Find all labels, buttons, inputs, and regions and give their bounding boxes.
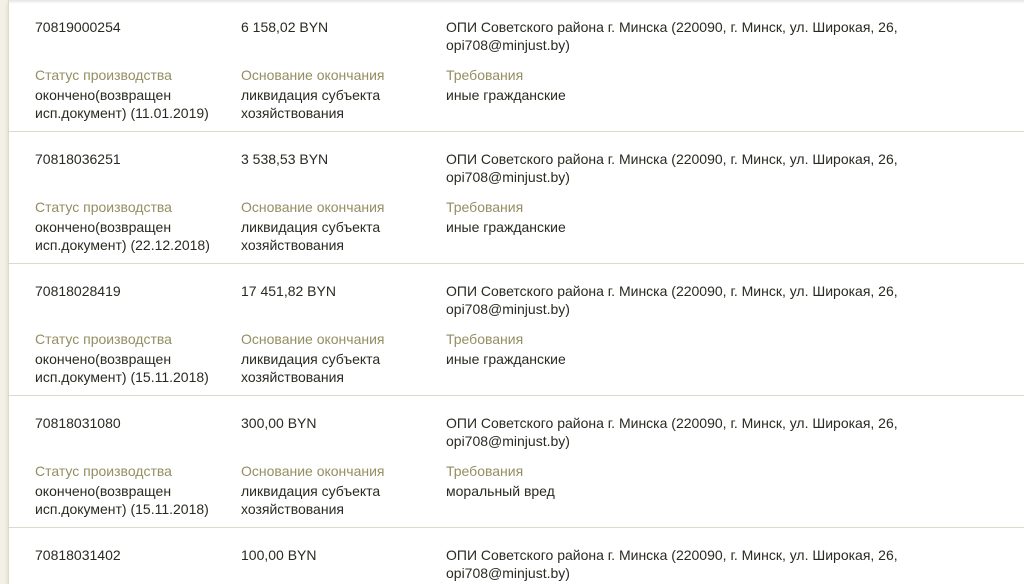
debt-amount: 3 538,53 BYN	[241, 151, 329, 167]
debt-amount: 300,00 BYN	[241, 415, 317, 431]
claims-label: Требования	[446, 463, 524, 479]
case-number: 70819000254	[35, 19, 121, 35]
claims-value: иные гражданские	[446, 219, 566, 235]
claims-value: иные гражданские	[446, 87, 566, 103]
record-row	[9, 132, 1024, 264]
claims-label: Требования	[446, 331, 524, 347]
case-number: 70818031080	[35, 415, 121, 431]
enforcement-office: ОПИ Советского района г. Минска (220090, г. Минск, ул. Широкая, 26, opi708@minjust.by)	[446, 151, 898, 185]
status-label: Статус производства	[35, 67, 172, 83]
case-number: 70818031402	[35, 547, 121, 563]
reason-value: ликвидация субъекта хозяйствования	[241, 351, 381, 385]
enforcement-office: ОПИ Советского района г. Минска (220090, г. Минск, ул. Широкая, 26, opi708@minjust.by)	[446, 415, 898, 449]
case-number: 70818036251	[35, 151, 121, 167]
record-row	[9, 528, 1024, 584]
reason-label: Основание окончания	[241, 67, 385, 83]
enforcement-office: ОПИ Советского района г. Минска (220090, г. Минск, ул. Широкая, 26, opi708@minjust.by)	[446, 547, 898, 581]
status-value: окончено(возвращен исп.документ) (22.12.2018)	[35, 219, 210, 253]
reason-value: ликвидация субъекта хозяйствования	[241, 483, 381, 517]
status-label: Статус производства	[35, 331, 172, 347]
status-label: Статус производства	[35, 199, 172, 215]
reason-label: Основание окончания	[241, 199, 385, 215]
reason-value: ликвидация субъекта хозяйствования	[241, 87, 381, 121]
claims-value: иные гражданские	[446, 351, 566, 367]
status-label: Статус производства	[35, 463, 172, 479]
claims-label: Требования	[446, 67, 524, 83]
reason-value: ликвидация субъекта хозяйствования	[241, 219, 381, 253]
enforcement-office: ОПИ Советского района г. Минска (220090, г. Минск, ул. Широкая, 26, opi708@minjust.by)	[446, 283, 898, 317]
record-row	[9, 0, 1024, 132]
debt-amount: 6 158,02 BYN	[241, 19, 329, 35]
reason-label: Основание окончания	[241, 331, 385, 347]
status-value: окончено(возвращен исп.документ) (15.11.2018)	[35, 483, 209, 517]
enforcement-records-list	[8, 0, 1024, 584]
case-number: 70818028419	[35, 283, 121, 299]
record-row	[9, 396, 1024, 528]
debt-amount: 100,00 BYN	[241, 547, 317, 563]
claims-value: моральный вред	[446, 483, 555, 499]
debt-amount: 17 451,82 BYN	[241, 283, 336, 299]
claims-label: Требования	[446, 199, 524, 215]
record-row	[9, 264, 1024, 396]
status-value: окончено(возвращен исп.документ) (15.11.2018)	[35, 351, 209, 385]
reason-label: Основание окончания	[241, 463, 385, 479]
status-value: окончено(возвращен исп.документ) (11.01.2019)	[35, 87, 209, 121]
enforcement-office: ОПИ Советского района г. Минска (220090, г. Минск, ул. Широкая, 26, opi708@minjust.by)	[446, 19, 898, 53]
